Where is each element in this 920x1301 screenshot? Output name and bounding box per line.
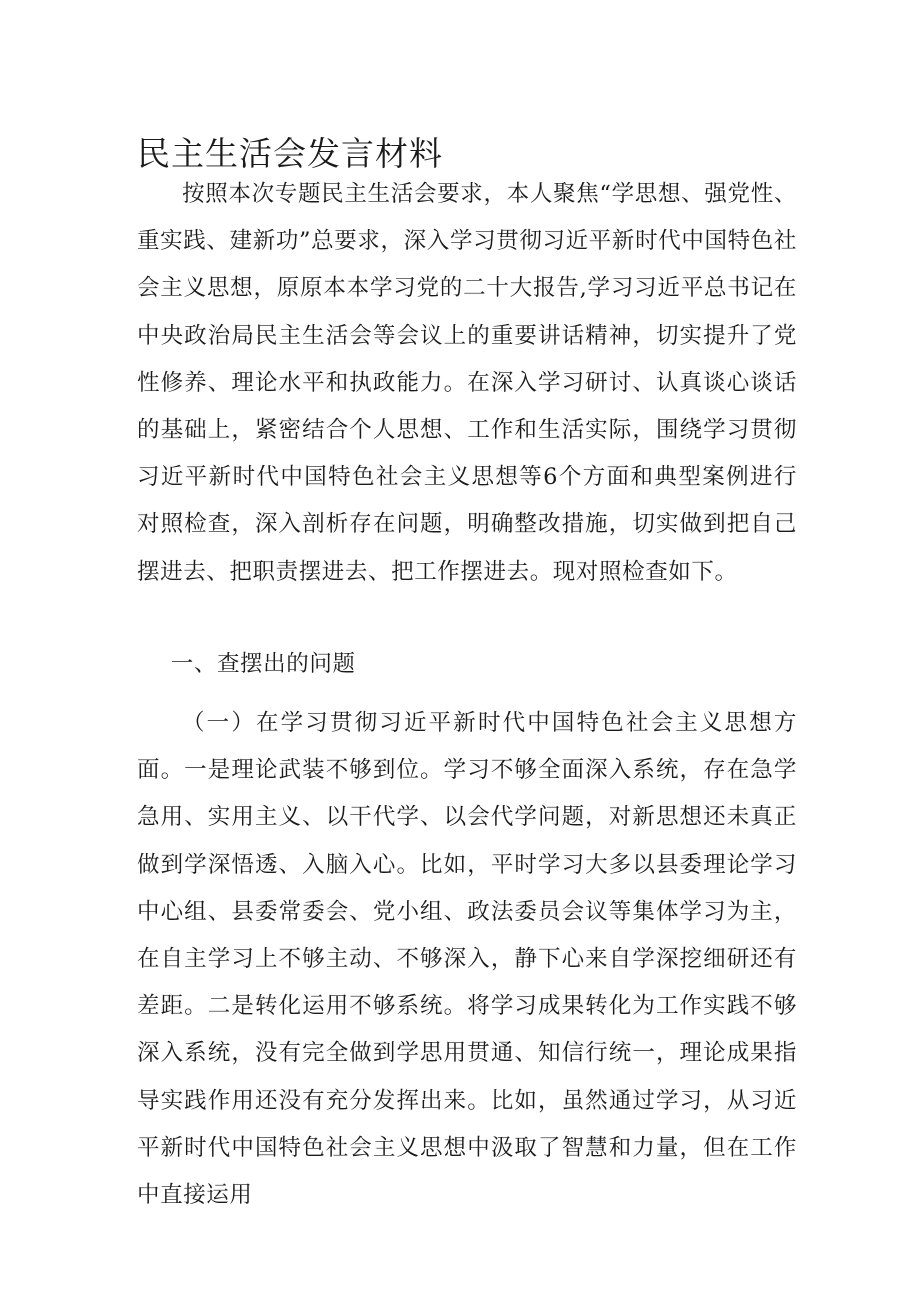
intro-paragraph: 按照本次专题民主生活会要求，本人聚焦“学思想、强党性、重实践、建新功”总要求，深入学习贯彻习近平新时代中国特色社会主义思想，原原本本学习党的二十大报告,学习习近平总书记在中央政治局民主生活会等会议上的重要讲话精神，切实提升了党性修养、理论水平和执政能力。在深入学习研讨、认真谈心谈话的基础上，紧密结合个人思想、工作和生活实际，围绕学习贯彻习近平新时代中国特色社会主义思想等6个方面和典型案例进行对照检查，深入剖析存在问题，明确整改措施，切实做到把自己摆进去、把职责摆进去、把工作摆进去。现对照检查如下。 [137, 181, 797, 585]
section-paragraph: （一）在学习贯彻习近平新时代中国特色社会主义思想方面。一是理论武装不够到位。学习不够全面深入系统，存在急学急用、实用主义、以干代学、以会代学问题，对新思想还未真正做到学深悟透、入脑入心。比如，平时学习大多以县委理论学习中心组、县委常委会、党小组、政法委员会议等集体学习为主，在自主学习上不够主动、不够深入，静下心来自学深挖细研还有差距。二是转化运用不够系统。将学习成果转化为工作实践不够深入系统，没有完全做到学思用贯通、知信行统一，理论成果指导实践作用还没有充分发挥出来。比如，虽然通过学习，从习近平新时代中国特色社会主义思想中汲取了智慧和力量，但在工作中直接运用 [137, 710, 797, 1209]
section-heading: 一、查摆出的问题 [170, 651, 356, 677]
document-title: 民主生活会发言材料 [137, 134, 443, 173]
